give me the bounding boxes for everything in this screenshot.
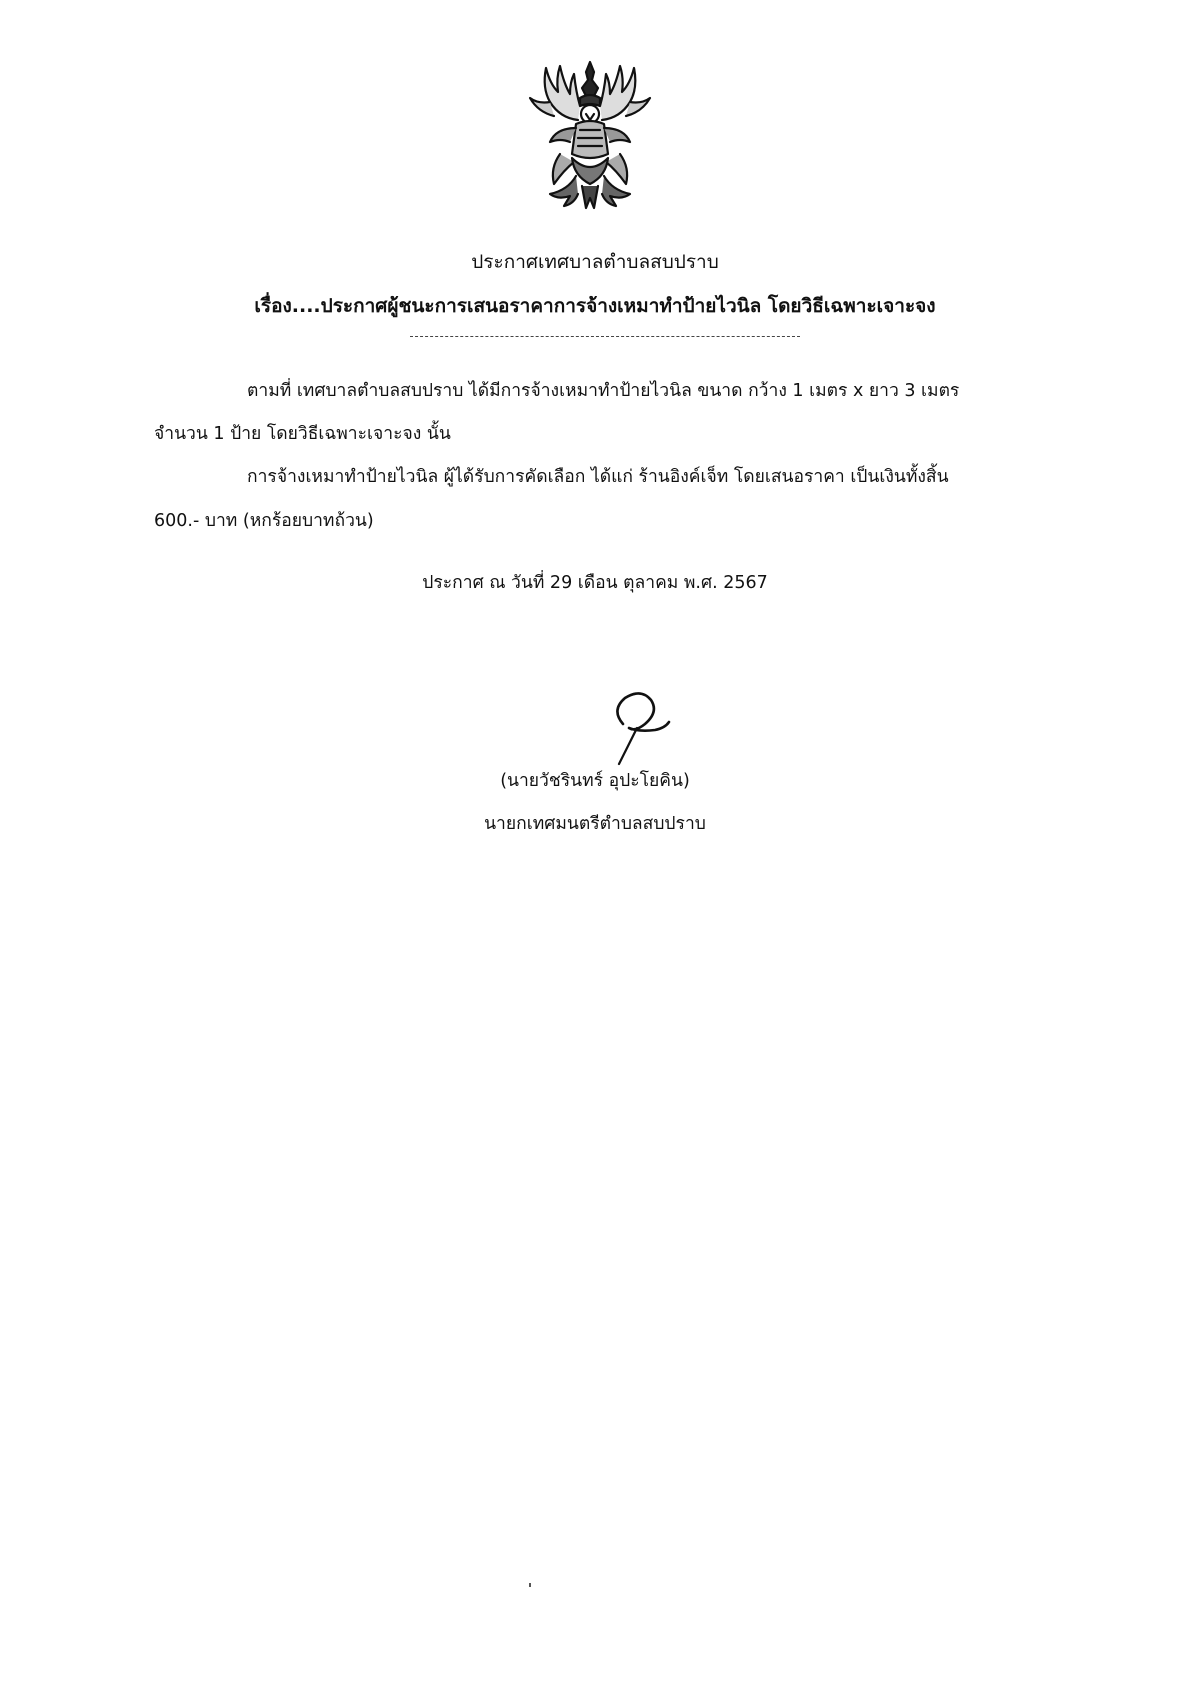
organization-title: ประกาศเทศบาลตำบลสบปราบ xyxy=(471,251,719,273)
paragraph-1-line-1: ตามที่ เทศบาลตำบลสบปราบ ได้มีการจ้างเหมาทำป้ายไวนิล ขนาด กว้าง 1 เมตร x ยาว 3 เมตร xyxy=(247,381,960,401)
paragraph-2-line-1: การจ้างเหมาทำป้ายไวนิล ผู้ได้รับการคัดเลือก ได้แก่ ร้านอิงค์เจ็ท โดยเสนอราคา เป็นเงินทั้งสิ้น xyxy=(247,467,949,487)
scan-mark xyxy=(529,1583,531,1587)
announcement-date: ประกาศ ณ วันที่ 29 เดือน ตุลาคม พ.ศ. 2567 xyxy=(422,573,768,593)
signer-position: นายกเทศมนตรีตำบลสบปราบ xyxy=(484,814,706,834)
handwritten-signature-icon xyxy=(605,688,677,768)
announcement-subject: เรื่อง....ประกาศผู้ชนะการเสนอราคาการจ้างเหมาทำป้ายไวนิล โดยวิธีเฉพาะเจาะจง xyxy=(254,295,936,317)
signer-name: (นายวัชรินทร์ อุปะโยคิน) xyxy=(500,771,690,791)
paragraph-1-line-2: จำนวน 1 ป้าย โดยวิธีเฉพาะเจาะจง นั้น xyxy=(154,424,451,444)
title-divider xyxy=(410,336,800,337)
paragraph-2-line-2: 600.- บาท (หกร้อยบาทถ้วน) xyxy=(154,511,374,531)
garuda-emblem-icon xyxy=(520,58,660,216)
